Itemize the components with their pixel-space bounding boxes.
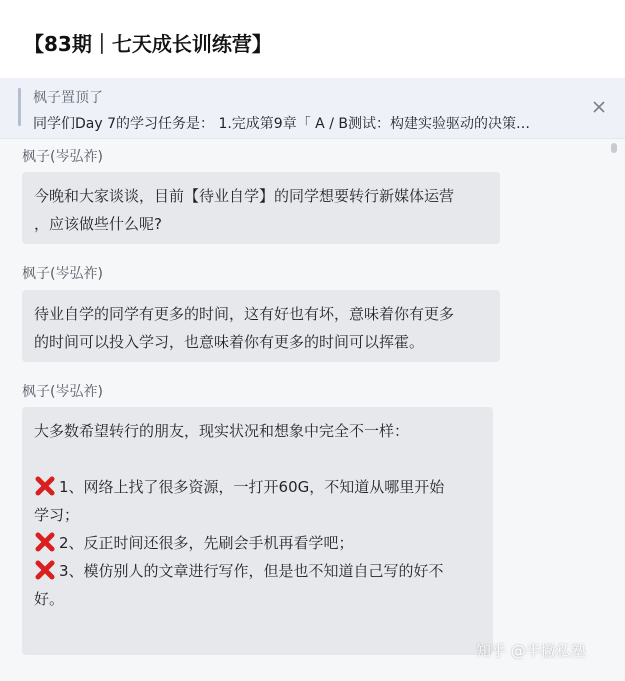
pinned-accent-bar [18, 88, 21, 126]
blank-line [34, 445, 481, 473]
list-item [34, 473, 481, 501]
list-item-text: 1、网络上找了很多资源，一打开60G，不知道从哪里开始 [59, 478, 445, 496]
pinned-author: 枫子置顶了 [33, 90, 103, 106]
pinned-text[interactable]: 同学们Day 7的学习任务是： 1.完成第9章「 A / B测试：构建实验驱动的决策… [33, 116, 530, 132]
list-item-text: 学习； [34, 506, 80, 524]
message-bubble[interactable] [22, 290, 500, 362]
list-item [34, 557, 481, 585]
close-icon[interactable] [588, 96, 610, 118]
group-title: 【83期｜七天成长训练营】 [24, 32, 272, 56]
message-sender[interactable]: 枫子(岑弘祚) [22, 266, 103, 282]
list-item-text: 好。 [34, 590, 65, 608]
cross-mark-icon [34, 559, 56, 581]
list-item-text: 3、模仿别人的文章进行写作，但是也不知道自己写的好不 [59, 562, 444, 580]
message-bubble[interactable] [22, 407, 493, 655]
message-text: 大多数希望转行的朋友，现实状况和想象中完全不一样： [34, 422, 410, 440]
message-text: 的时间可以投入学习，也意味着你有更多的时间可以挥霍。 [34, 333, 425, 351]
message-text: 待业自学的同学有更多的时间，这有好也有坏，意味着你有更多 [34, 305, 455, 323]
message-text: 今晚和大家谈谈，目前【待业自学】的同学想要转行新媒体运营 [34, 187, 455, 205]
list-item [34, 529, 481, 557]
message-text: ，应该做些什么呢? [34, 215, 162, 233]
list-item-text: 2、反正时间还很多，先刷会手机再看学吧； [59, 534, 354, 552]
message-sender[interactable]: 枫子(岑弘祚) [22, 384, 103, 400]
message-sender[interactable]: 枫子(岑弘祚) [22, 149, 103, 165]
chat-header [0, 0, 625, 78]
scrollbar-thumb[interactable] [611, 143, 617, 153]
cross-mark-icon [34, 475, 56, 497]
source-watermark: 知乎 @半撇私塾 [476, 642, 586, 660]
pinned-announcement[interactable] [0, 78, 625, 139]
message-list[interactable] [0, 139, 625, 681]
cross-mark-icon [34, 531, 56, 553]
message-bubble[interactable] [22, 172, 500, 244]
